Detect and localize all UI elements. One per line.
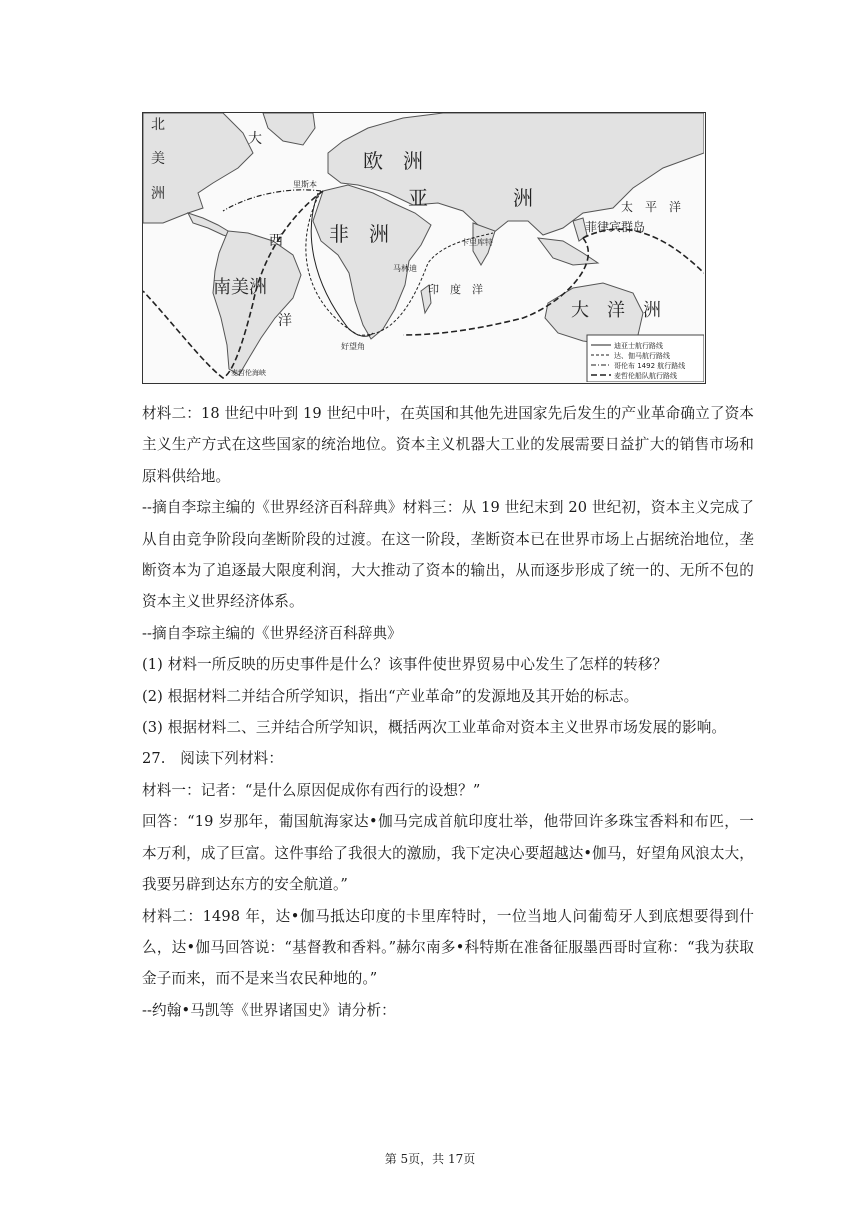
label-magellan-strait: 麦哲伦海峡 — [231, 369, 266, 377]
columbus-route — [223, 190, 321, 211]
label-malindi: 马林迪 — [393, 264, 417, 273]
label-asia-ya: 亚 — [408, 186, 428, 210]
voyage-map — [142, 112, 706, 384]
material-one-interview: 材料一：记者：“是什么原因促成你有西行的设想？” — [142, 781, 481, 799]
legend-dias: 迪亚士航行路线 — [614, 342, 663, 350]
label-yang: 洋 — [278, 313, 292, 329]
material-three-paragraph: --摘自李琮主编的《世界经济百科辞典》材料三：从 19 世纪末到 20 世纪初，资本主义完成了从自由竞争阶段向垄断阶段的过渡。在这一阶段，垄断资本已在世界市场上占据统治地位，垄断资本为了追逐最大限度利润，大大推动了资本的输出，从而逐步形成了统一的、无所不包的资本主义世界经济体系。 — [142, 499, 754, 611]
question-3: (3) 根据材料二、三并结合所学知识，概括两次工业革命对资本主义世界市场发展的影响。 — [142, 719, 727, 737]
south-america-land — [213, 231, 301, 375]
label-calicut: 卡里库特 — [461, 238, 493, 247]
label-europe: 欧 洲 — [363, 149, 423, 173]
label-da: 大 — [248, 131, 262, 147]
question-27-heading: 27. 阅读下列材料： — [142, 750, 284, 768]
voyage-map-svg — [143, 113, 704, 382]
document-body — [142, 398, 754, 1026]
greenland-land — [263, 113, 315, 145]
label-asia-zhou: 洲 — [513, 186, 533, 210]
label-cape: 好望角 — [341, 342, 365, 351]
legend-gama: 达、伽马航行路线 — [614, 352, 670, 360]
material-two-gama: 材料二：1498 年，达•伽马抵达印度的卡里库特时，一位当地人问葡萄牙人到底想要得到什么，达•伽马回答说：“基督教和香料。”赫尔南多•科特斯在准备征服墨西哥时宣称：“我为获取金子而来，而不是来当农民种地的。” — [142, 907, 754, 988]
source-citation-mckay: --约翰•马凯等《世界诸国史》请分析： — [142, 1001, 396, 1019]
label-xi: 西 — [269, 233, 283, 249]
material-two-paragraph: 材料二：18 世纪中叶到 19 世纪中叶，在英国和其他先进国家先后发生的产业革命确立了资本主义生产方式在这些国家的统治地位。资本主义机器大工业的发展需要日益扩大的销售市场和原料供给地。 — [142, 405, 754, 485]
interview-answer: 回答：“19 岁那年，葡国航海家达•伽马完成首航印度壮举，他带回许多珠宝香料和布匹，一本万利，成了巨富。这件事给了我很大的激励，我下定决心要超越达•伽马，好望角风浪太大，我要另辟到达东方的安全航道。” — [142, 813, 754, 894]
label-oceania: 大 洋 洲 — [571, 300, 661, 321]
map-legend — [587, 335, 704, 382]
label-pacific: 太 平 洋 — [621, 200, 682, 214]
label-indian-ocean: 印 度 洋 — [428, 283, 483, 296]
label-philippines: 菲律宾群岛 — [585, 220, 646, 234]
legend-magellan: 麦哲伦船队航行路线 — [614, 372, 677, 380]
source-citation: --摘自李琮主编的《世界经济百科辞典》 — [142, 624, 402, 642]
label-lisbon: 里斯本 — [293, 180, 317, 189]
label-america-2: 洲 — [151, 186, 165, 202]
label-north: 北 — [151, 117, 165, 133]
question-1: (1) 材料一所反映的历史事件是什么？该事件使世界贸易中心发生了怎样的转移？ — [142, 656, 668, 674]
question-2: (2) 根据材料二并结合所学知识，指出“产业革命”的发源地及其开始的标志。 — [142, 687, 639, 705]
page-footer: 第 5页，共 17页 — [384, 1152, 476, 1166]
label-america-1: 美 — [151, 151, 165, 167]
label-africa: 非 洲 — [329, 222, 389, 246]
legend-columbus: 哥伦布 1492 航行路线 — [614, 362, 686, 370]
label-south-america: 南美洲 — [213, 277, 267, 298]
